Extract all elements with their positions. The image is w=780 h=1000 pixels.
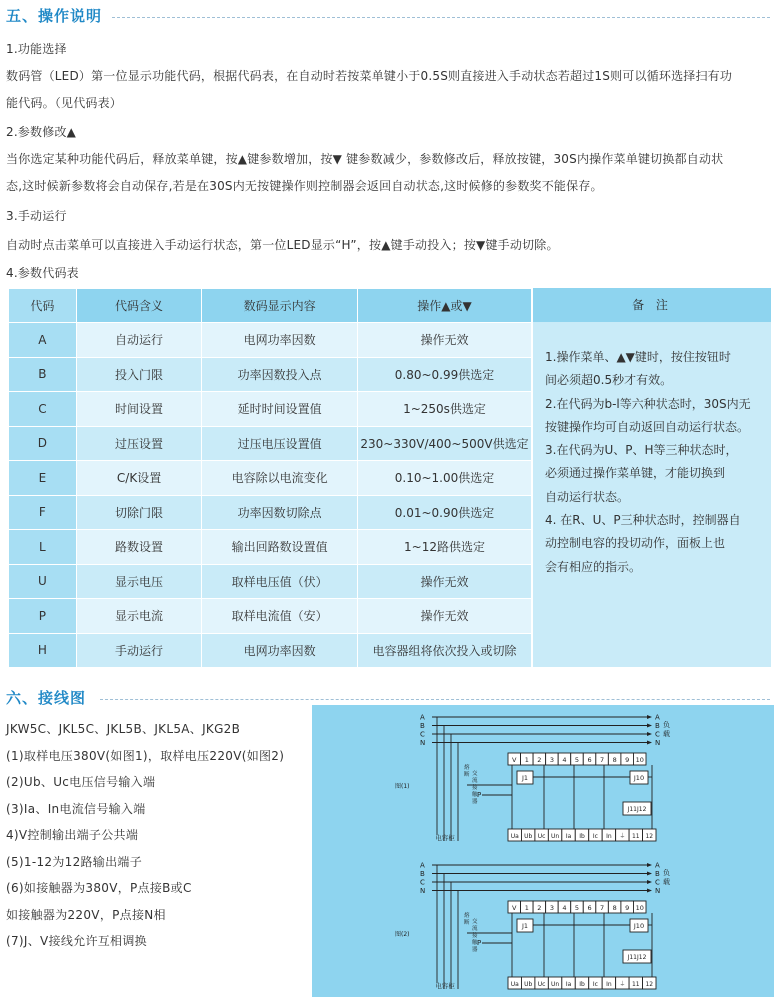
table-cell: 自动运行	[76, 323, 202, 358]
terminal-label: Ib	[579, 981, 585, 988]
table-cell: 电网功率因数	[202, 323, 358, 358]
subsection-4-title: 4.参数代码表	[6, 266, 79, 280]
remark-line: 间必须超0.5秒才有效。	[545, 373, 673, 388]
subsection-2-text: 当你选定某种功能代码后，释放菜单键，按▲键参数增加，按▼ 键参数减少，参数修改后，释放按键，30S内操作菜单键切换都自动状	[6, 152, 724, 166]
phase-label: A	[420, 713, 425, 722]
arrow-icon	[647, 724, 652, 728]
table-cell: 切除门限	[76, 495, 202, 530]
terminal-label: ⏚	[619, 981, 626, 988]
table-header-row	[9, 289, 532, 323]
remarks-body	[545, 346, 765, 579]
table-cell: 230~330V/400~500V供选定	[358, 426, 532, 461]
terminal-label: V	[512, 756, 517, 764]
p-point-label: P	[477, 791, 482, 799]
fuse-label: 熔	[464, 913, 470, 919]
arrow-icon	[647, 863, 652, 867]
subsection-1-text: 能代码。（见代码表）	[6, 96, 123, 110]
terminal-label: In	[606, 833, 612, 840]
wiring-note-item: (6)如接触器为380V，P点接B或C	[6, 881, 192, 895]
relay-label: J10	[633, 922, 645, 930]
terminal-label: ⏚	[619, 833, 626, 840]
terminal-label: Ia	[565, 981, 572, 988]
terminal-label: Ia	[565, 833, 572, 840]
table-row	[9, 461, 532, 496]
terminal-label: Un	[550, 833, 560, 840]
phase-label: B	[655, 870, 660, 878]
terminal-label: 5	[574, 904, 580, 912]
table-cell: 取样电压值（伏）	[202, 564, 358, 599]
phase-label: A	[420, 861, 425, 870]
table-row	[9, 323, 532, 358]
section-5-header	[0, 2, 780, 30]
wiring-diagram	[312, 705, 774, 997]
table-cell: 投入门限	[76, 357, 202, 392]
table-header-cell: 代码	[9, 289, 77, 323]
contactor-label: 触	[472, 940, 478, 946]
arrow-icon	[647, 732, 652, 736]
relay-label: J1	[521, 774, 529, 782]
p-point-label: P	[477, 939, 482, 947]
terminal-label: 7	[600, 904, 605, 912]
remark-line: 2.在代码为b-l等六种状态时，30S内无	[545, 396, 751, 411]
table-cell: 电网功率因数	[202, 633, 358, 668]
table-cell: 过压电压设置值	[202, 426, 358, 461]
contactor-label: 流	[472, 778, 478, 784]
load-label: 载	[663, 878, 670, 886]
arrow-icon	[647, 741, 652, 745]
table-cell: 1~250s供选定	[358, 392, 532, 427]
phase-label: B	[655, 722, 660, 730]
wiring-note-item: 4)V控制输出端子公共端	[6, 828, 139, 842]
table-cell: C	[9, 392, 77, 427]
subsection-1-title: 1.功能选择	[6, 42, 67, 56]
table-cell: 操作无效	[358, 564, 532, 599]
parameter-code-table	[8, 288, 532, 668]
table-cell: C/K设置	[76, 461, 202, 496]
wiring-note-item: (2)Ub、Uc电压信号输入端	[6, 775, 156, 789]
table-cell: 延时时间设置值	[202, 392, 358, 427]
contactor-label: 接	[472, 785, 478, 791]
terminal-label: V	[512, 904, 517, 912]
terminal-label: 1	[524, 904, 529, 912]
phase-label: B	[420, 870, 425, 878]
terminal-label: 4	[562, 904, 567, 912]
terminal-label: 11	[631, 833, 640, 840]
contactor-label: 器	[472, 799, 478, 805]
relay-label: J11J12	[627, 806, 647, 813]
remark-line: 1.操作菜单、▲▼键时，按住按钮时	[545, 350, 731, 364]
table-row	[9, 633, 532, 668]
remark-line: 动控制电容的投切动作，面板上也	[545, 536, 726, 551]
load-label: 负	[663, 869, 670, 877]
table-cell: 功率因数切除点	[202, 495, 358, 530]
remark-line: 3.在代码为U、P、H等三种状态时，	[545, 443, 738, 458]
wiring-note-item: (1)取样电压380V(如图1)，取样电压220V(如图2)	[6, 748, 285, 763]
wiring-note-item: (7)J、V接线允许互相调换	[6, 934, 147, 948]
phase-label: A	[655, 861, 660, 870]
table-cell: 操作无效	[358, 599, 532, 634]
table-cell: 手动运行	[76, 633, 202, 668]
terminal-label: 11	[631, 981, 640, 988]
terminal-label: 12	[645, 981, 654, 988]
remark-line: 必须通过操作菜单键，才能切换到	[545, 466, 726, 481]
terminal-label: 6	[587, 756, 592, 764]
table-row	[9, 599, 532, 634]
terminal-label: 9	[625, 904, 630, 912]
load-label: 载	[663, 730, 670, 738]
contactor-label: 器	[472, 947, 478, 953]
table-header-cell: 操作▲或▼	[358, 289, 532, 323]
table-cell: 功率因数投入点	[202, 357, 358, 392]
fuse-label: 断	[464, 772, 470, 778]
table-cell: B	[9, 357, 77, 392]
arrow-icon	[647, 715, 652, 719]
phase-label: C	[420, 878, 425, 887]
contactor-label: 交	[472, 919, 478, 925]
table-row	[9, 530, 532, 565]
table-row	[9, 426, 532, 461]
terminal-label: 2	[537, 756, 542, 764]
contactor-label: 触	[472, 792, 478, 798]
cabinet-label: 电容柜	[435, 982, 455, 990]
phase-label: C	[655, 730, 660, 739]
phase-label: A	[655, 713, 660, 722]
table-cell: 1~12路供选定	[358, 530, 532, 565]
subsection-3-text: 自动时点击菜单可以直接进入手动运行状态，第一位LED显示“H”，按▲键手动投入；按▼键手动切除。	[6, 238, 559, 252]
terminal-label: 3	[549, 756, 554, 764]
wiring-note-item: (5)1-12为12路输出端子	[6, 854, 143, 869]
remarks-title: 备 注	[533, 288, 771, 322]
terminal-label: 12	[645, 833, 654, 840]
terminal-label: 2	[537, 904, 542, 912]
terminal-label: 4	[562, 756, 567, 764]
relay-label: J11J12	[627, 954, 647, 961]
terminal-label: 8	[612, 756, 617, 764]
table-cell: 输出回路数设置值	[202, 530, 358, 565]
fuse-label: 熔	[464, 765, 470, 771]
relay-label: J1	[521, 922, 529, 930]
arrow-icon	[647, 872, 652, 876]
load-label: 负	[663, 721, 670, 729]
table-cell: 显示电流	[76, 599, 202, 634]
phase-label: N	[420, 739, 426, 747]
terminal-label: 10	[635, 756, 644, 764]
table-row	[9, 392, 532, 427]
terminal-label: 8	[612, 904, 617, 912]
terminal-label: 9	[625, 756, 630, 764]
terminal-label: Ua	[510, 981, 519, 988]
table-cell: 过压设置	[76, 426, 202, 461]
wiring-note-item: 如接触器为220V，P点接N相	[6, 907, 166, 922]
table-cell: 时间设置	[76, 392, 202, 427]
table-cell: 取样电流值（安）	[202, 599, 358, 634]
terminal-label: 10	[635, 904, 644, 912]
table-cell: 0.01~0.90供选定	[358, 495, 532, 530]
subsection-3-title: 3.手动运行	[6, 209, 67, 223]
subsection-2-title: 2.参数修改▲	[6, 125, 77, 139]
remark-line: 会有相应的指示。	[545, 559, 642, 574]
table-cell: E	[9, 461, 77, 496]
terminal-label: Ic	[592, 833, 598, 840]
table-row	[9, 357, 532, 392]
table-cell: F	[9, 495, 77, 530]
terminal-label: 1	[524, 756, 529, 764]
table-cell: 操作无效	[358, 323, 532, 358]
figure-label: 图(2)	[395, 931, 410, 938]
phase-label: B	[420, 722, 425, 730]
remarks-panel	[533, 288, 771, 667]
contactor-label: 交	[472, 771, 478, 777]
phase-label: N	[420, 887, 426, 895]
terminal-label: Ib	[579, 833, 585, 840]
subsection-2-text: 态,这时候新参数将会自动保存,若是在30S内无按键操作则控制器会返回自动状态,这时候修的参数奖不能保存。	[6, 179, 603, 193]
table-cell: U	[9, 564, 77, 599]
arrow-icon	[647, 889, 652, 893]
wiring-note-item: JKW5C、JKL5C、JKL5B、JKL5A、JKG2B	[6, 722, 241, 736]
table-cell: P	[9, 599, 77, 634]
terminal-label: Ua	[510, 833, 519, 840]
terminal-label: 5	[574, 756, 580, 764]
arrow-icon	[647, 880, 652, 884]
terminal-label: 3	[549, 904, 554, 912]
terminal-label: 7	[600, 756, 605, 764]
table-cell: 电容除以电流变化	[202, 461, 358, 496]
cabinet-label: 电容柜	[435, 834, 455, 842]
table-cell: 路数设置	[76, 530, 202, 565]
wiring-diagram-panel	[312, 705, 774, 997]
table-row	[9, 564, 532, 599]
terminal-label: In	[606, 981, 612, 988]
terminal-label: Ub	[524, 981, 533, 988]
table-header-cell: 代码含义	[76, 289, 202, 323]
table-cell: D	[9, 426, 77, 461]
table-row	[9, 495, 532, 530]
phase-label: N	[655, 887, 661, 895]
terminal-label: 6	[587, 904, 592, 912]
subsection-1-text: 数码管（LED）第一位显示功能代码，根据代码表，在自动时若按菜单键小于0.5S则直接进入手动状态若超过1S则可以循环选择扫有功	[6, 69, 733, 83]
fuse-label: 断	[464, 920, 470, 926]
contactor-label: 流	[472, 926, 478, 932]
phase-label: N	[655, 739, 661, 747]
table-header-cell: 数码显示内容	[202, 289, 358, 323]
table-cell: 显示电压	[76, 564, 202, 599]
phase-label: C	[420, 730, 425, 739]
figure-label: 图(1)	[395, 783, 410, 790]
phase-label: C	[655, 878, 660, 887]
terminal-label: Un	[550, 981, 560, 988]
wiring-note-item: (3)Ia、In电流信号输入端	[6, 801, 146, 816]
contactor-label: 接	[472, 933, 478, 939]
table-cell: 0.10~1.00供选定	[358, 461, 532, 496]
remark-line: 按键操作均可自动返回自动运行状态。	[545, 419, 750, 434]
table-cell: 0.80~0.99供选定	[358, 357, 532, 392]
terminal-label: Ic	[592, 981, 598, 988]
section-6-title: 六、接线图	[6, 689, 87, 707]
table-cell: H	[9, 633, 77, 668]
terminal-label: Ub	[524, 833, 533, 840]
table-cell: 电容器组将依次投入或切除	[358, 633, 532, 668]
table-cell: L	[9, 530, 77, 565]
table-cell: A	[9, 323, 77, 358]
section-5-title: 五、操作说明	[6, 7, 103, 25]
relay-label: J10	[633, 774, 645, 782]
remark-line: 4. 在R、U、P三种状态时，控制器自	[545, 513, 741, 528]
section-divider	[112, 17, 770, 18]
section-divider	[100, 699, 770, 700]
terminal-label: Uc	[537, 833, 546, 840]
remark-line: 自动运行状态。	[545, 489, 630, 504]
terminal-label: Uc	[537, 981, 546, 988]
